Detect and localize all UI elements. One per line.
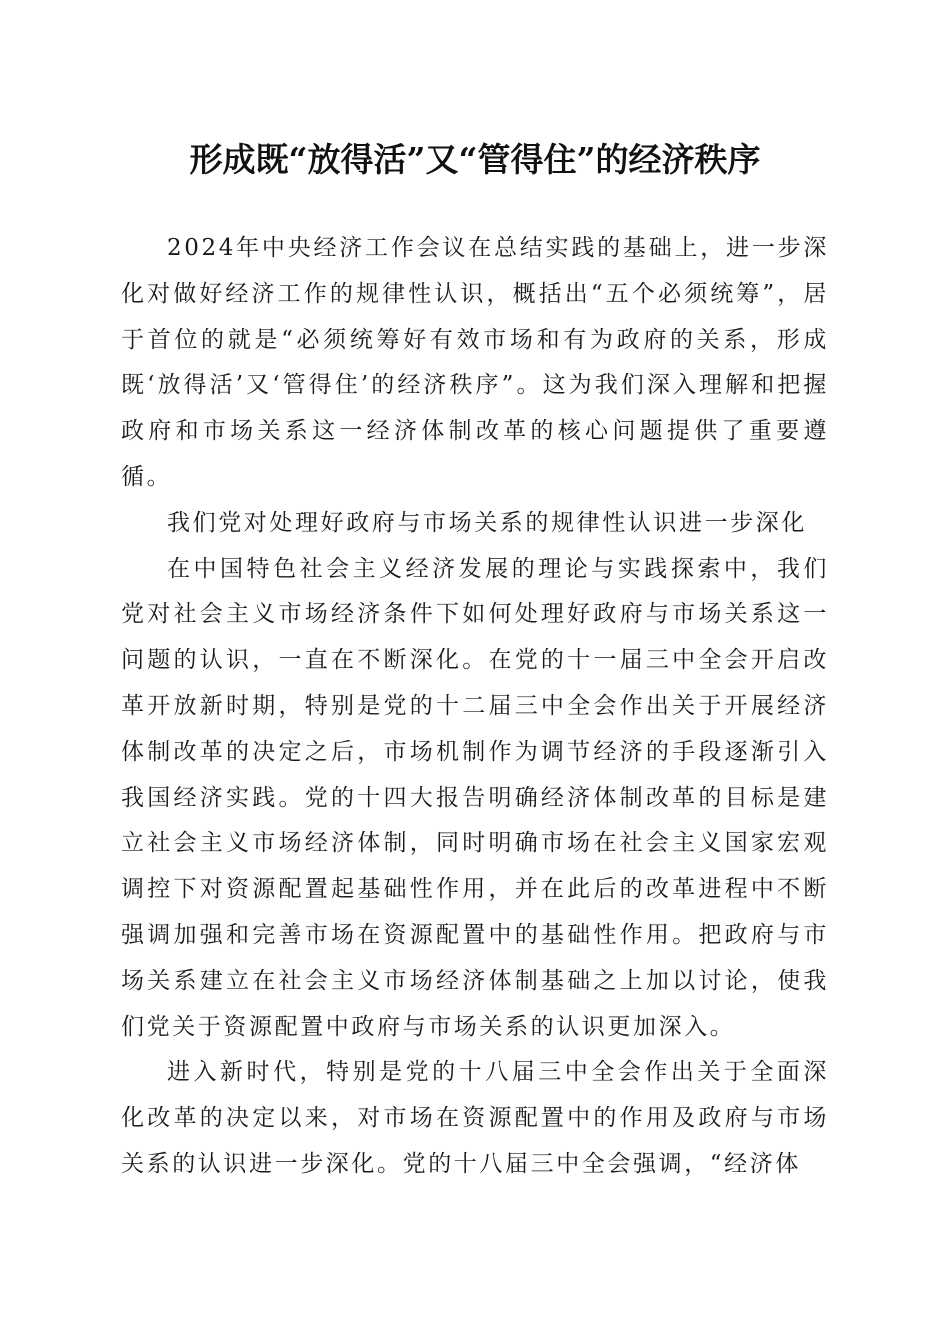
paragraph-history: 在中国特色社会主义经济发展的理论与实践探索中，我们党对社会主义市场经济条件下如何处理好政府与市场关系这一问题的认识，一直在不断深化。在党的十一届三中全会开启改革开放新时期，特别是党的十二届三中全会作出关于开展经济体制改革的决定之后，市场机制作为调节经济的手段逐渐引入我国经济实践。党的十四大报告明确经济体制改革的目标是建立社会主义市场经济体制，同时明确市场在社会主义国家宏观调控下对资源配置起基础性作用，并在此后的改革进程中不断强调加强和完善市场在资源配置中的基础性作用。把政府与市场关系建立在社会主义市场经济体制基础之上加以讨论，使我们党关于资源配置中政府与市场关系的认识更加深入。 [121, 555, 829, 1040]
document-title: 形成既“放得活”又“管得住”的经济秩序 [189, 140, 761, 179]
section-heading: 我们党对处理好政府与市场关系的规律性认识进一步深化 [167, 509, 807, 536]
paragraph-intro: 2024年中央经济工作会议在总结实践的基础上，进一步深化对做好经济工作的规律性认识，概括出“五个必须统筹”，居于首位的就是“必须统筹好有效市场和有为政府的关系，形成既‘放得活’又‘管得住’的经济秩序”。这为我们深入理解和把握政府和市场关系这一经济体制改革的核心问题提供了重要遵循。 [121, 235, 829, 490]
paragraph-new-era: 进入新时代，特别是党的十八届三中全会作出关于全面深化改革的决定以来，对市场在资源配置中的作用及政府与市场关系的认识进一步深化。党的十八届三中全会强调，“经济体 [121, 1059, 829, 1177]
document-body [121, 226, 829, 1188]
